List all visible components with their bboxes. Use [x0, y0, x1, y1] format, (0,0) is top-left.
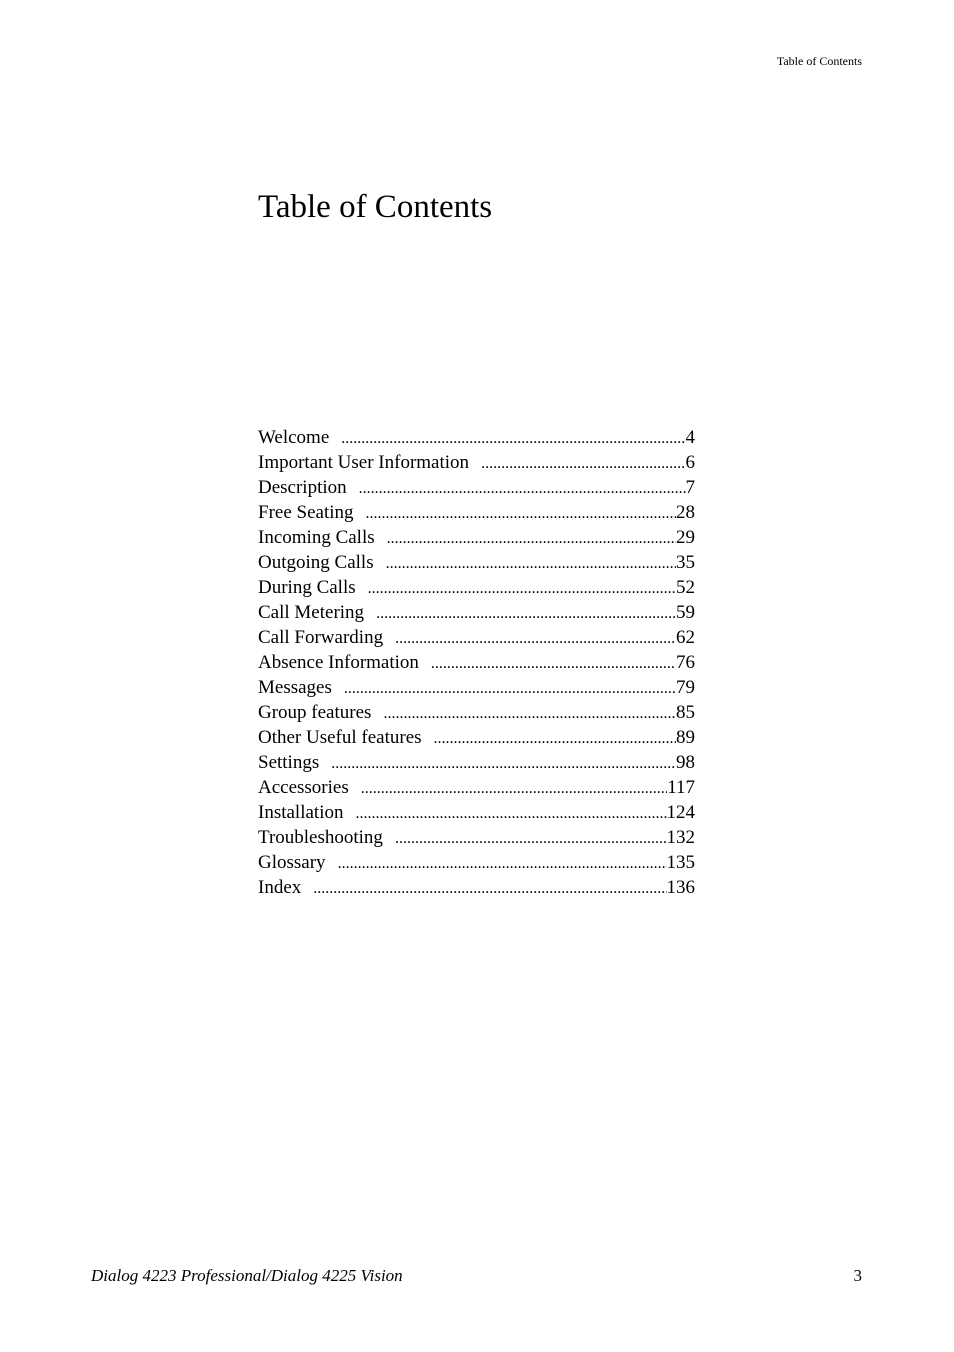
toc-entry-title: Call Forwarding	[258, 627, 384, 648]
toc-entry-page: 135	[666, 852, 695, 873]
toc-dot-leader	[431, 651, 676, 676]
toc-entry-description[interactable]	[258, 475, 695, 500]
toc-entry-title: Glossary	[258, 852, 326, 873]
table-of-contents	[258, 425, 695, 900]
toc-entry-title: Important User Information	[258, 452, 470, 473]
toc-entry-page: 132	[666, 827, 695, 848]
toc-entry-page: 76	[676, 652, 695, 673]
toc-entry-page: 59	[676, 602, 695, 623]
toc-entry-page: 79	[676, 677, 695, 698]
toc-entry-page: 62	[676, 627, 695, 648]
toc-entry-call-forwarding[interactable]	[258, 625, 695, 650]
toc-entry-free-seating[interactable]	[258, 500, 695, 525]
toc-entry-title: Accessories	[258, 777, 349, 798]
toc-dot-leader	[344, 676, 676, 701]
toc-dot-leader	[434, 726, 676, 751]
toc-entry-title: Messages	[258, 677, 332, 698]
toc-entry-outgoing-calls[interactable]	[258, 550, 695, 575]
toc-entry-accessories[interactable]	[258, 775, 695, 800]
toc-entry-settings[interactable]	[258, 750, 695, 775]
toc-entry-page: 136	[666, 877, 695, 898]
toc-entry-page: 4	[685, 427, 695, 448]
toc-entry-important-user-information[interactable]	[258, 450, 695, 475]
toc-dot-leader	[366, 501, 676, 526]
toc-entry-page: 98	[676, 752, 695, 773]
toc-entry-absence-information[interactable]	[258, 650, 695, 675]
toc-entry-page: 85	[676, 702, 695, 723]
toc-entry-title: Settings	[258, 752, 320, 773]
toc-entry-glossary[interactable]	[258, 850, 695, 875]
running-header: Table of Contents	[776, 54, 862, 68]
toc-entry-title: Index	[258, 877, 302, 898]
toc-dot-leader	[387, 526, 676, 551]
toc-entry-title: Absence Information	[258, 652, 419, 673]
toc-dot-leader	[313, 876, 666, 901]
toc-dot-leader	[331, 751, 676, 776]
toc-dot-leader	[368, 576, 676, 601]
toc-entry-page: 52	[676, 577, 695, 598]
toc-entry-title: Outgoing Calls	[258, 552, 374, 573]
toc-entry-title: Other Useful features	[258, 727, 422, 748]
toc-dot-leader	[383, 701, 676, 726]
toc-entry-index[interactable]	[258, 875, 695, 900]
footer-product-name: Dialog 4223 Professional/Dialog 4225 Vision	[91, 1266, 403, 1285]
toc-entry-welcome[interactable]	[258, 425, 695, 450]
toc-entry-title: Incoming Calls	[258, 527, 375, 548]
toc-dot-leader	[376, 601, 676, 626]
toc-dot-leader	[481, 451, 685, 476]
toc-entry-page: 89	[676, 727, 695, 748]
page-title: Table of Contents	[258, 189, 493, 225]
toc-entry-incoming-calls[interactable]	[258, 525, 695, 550]
toc-entry-call-metering[interactable]	[258, 600, 695, 625]
toc-dot-leader	[341, 426, 685, 451]
toc-dot-leader	[338, 851, 667, 876]
toc-entry-during-calls[interactable]	[258, 575, 695, 600]
toc-entry-title: Call Metering	[258, 602, 365, 623]
toc-entry-installation[interactable]	[258, 800, 695, 825]
toc-entry-messages[interactable]	[258, 675, 695, 700]
toc-entry-group-features[interactable]	[258, 700, 695, 725]
toc-entry-title: Troubleshooting	[258, 827, 383, 848]
toc-entry-page: 124	[666, 802, 695, 823]
toc-dot-leader	[386, 551, 676, 576]
toc-entry-page: 117	[667, 777, 695, 798]
toc-entry-page: 35	[676, 552, 695, 573]
toc-dot-leader	[395, 626, 676, 651]
toc-entry-title: Installation	[258, 802, 344, 823]
toc-entry-title: During Calls	[258, 577, 356, 598]
toc-entry-page: 7	[685, 477, 695, 498]
toc-entry-troubleshooting[interactable]	[258, 825, 695, 850]
toc-dot-leader	[361, 776, 667, 801]
toc-entry-page: 28	[676, 502, 695, 523]
toc-entry-other-useful-features[interactable]	[258, 725, 695, 750]
toc-entry-title: Group features	[258, 702, 372, 723]
toc-entry-title: Welcome	[258, 427, 330, 448]
footer-page-number: 3	[853, 1266, 862, 1285]
toc-entry-page: 29	[676, 527, 695, 548]
toc-entry-page: 6	[685, 452, 695, 473]
toc-entry-title: Description	[258, 477, 347, 498]
toc-entry-title: Free Seating	[258, 502, 354, 523]
toc-dot-leader	[395, 826, 667, 851]
toc-dot-leader	[355, 801, 666, 826]
toc-dot-leader	[359, 476, 686, 501]
